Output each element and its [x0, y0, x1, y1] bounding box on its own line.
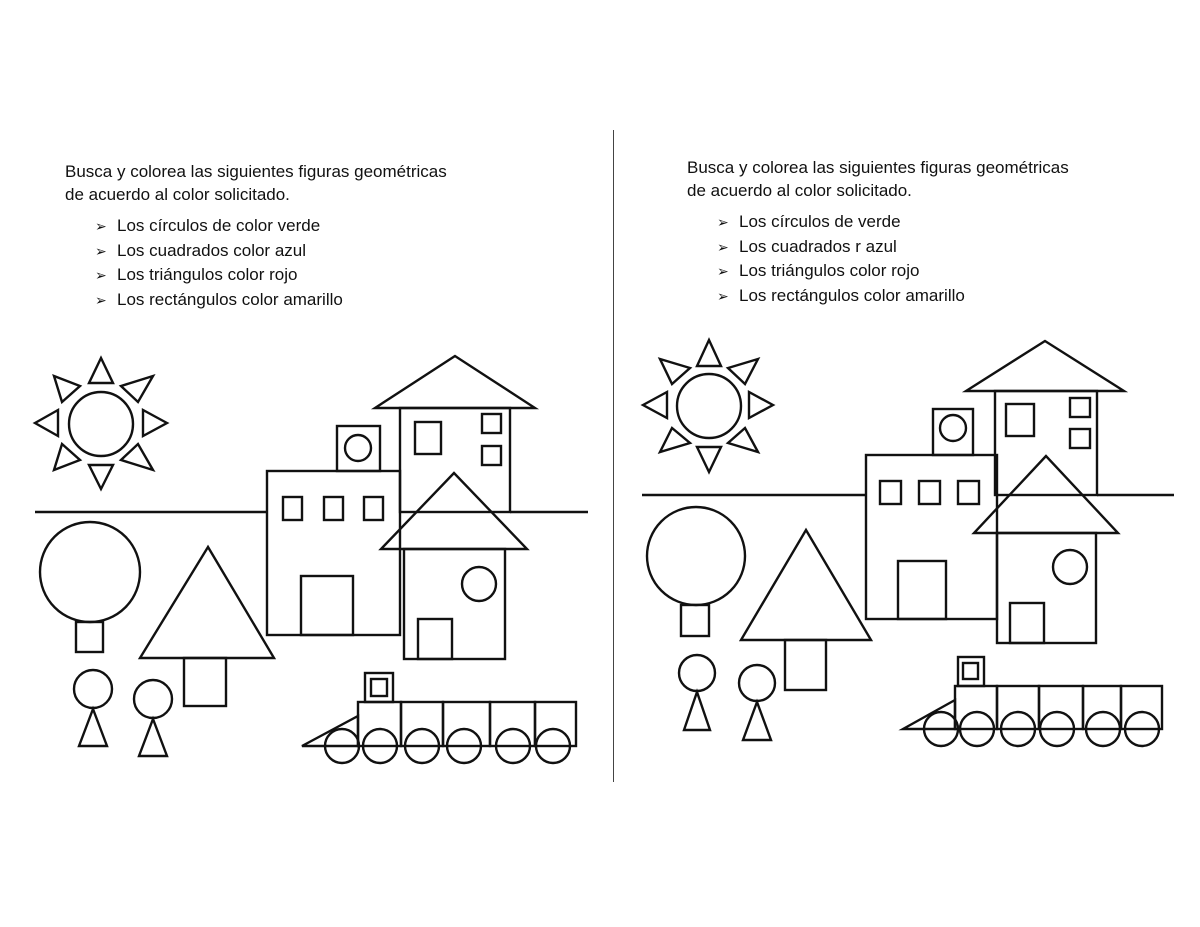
intro-line-1: Busca y colorea las siguientes figuras geométricas	[687, 158, 1069, 177]
train-icon	[903, 657, 1162, 746]
arrowhead-bullet-icon: ➢	[95, 267, 107, 283]
list-item: ➢ Los rectángulos color amarillo	[95, 288, 447, 313]
intro-line-2: de acuerdo al color solicitado.	[65, 185, 290, 204]
arrowhead-bullet-icon: ➢	[717, 287, 729, 304]
list-item: ➢ Los círculos de color verde	[95, 214, 447, 239]
arrowhead-bullet-icon: ➢	[717, 238, 729, 255]
sun-icon	[643, 340, 773, 472]
house-icon	[381, 473, 527, 659]
list-item: ➢ Los rectángulos color amarillo	[717, 284, 1069, 309]
intro-line-2: de acuerdo al color solicitado.	[687, 181, 912, 200]
person-icon	[679, 655, 715, 730]
coloring-scene-right	[620, 0, 1195, 800]
round-tree-icon	[40, 522, 140, 652]
intro-line-1: Busca y colorea las siguientes figuras geométricas	[65, 162, 447, 181]
arrowhead-bullet-icon: ➢	[95, 291, 107, 308]
coloring-scene-left	[0, 0, 610, 800]
sun-icon	[35, 358, 167, 489]
list-item: ➢ Los triángulos color rojo	[95, 263, 447, 288]
list-item: ➢ Los círculos de verde	[717, 210, 1069, 235]
wide-building-icon	[267, 471, 400, 635]
person-icon	[739, 665, 775, 740]
tall-building-icon	[966, 341, 1124, 495]
list-item: ➢ Los cuadrados r azul	[717, 235, 1069, 260]
train-icon	[302, 673, 576, 763]
wide-building-icon	[866, 455, 997, 619]
list-item: ➢ Los triángulos color rojo	[717, 259, 1069, 284]
person-icon	[74, 670, 112, 746]
round-tree-icon	[647, 507, 745, 636]
list-item: ➢ Los cuadrados color azul	[95, 239, 447, 264]
arrowhead-bullet-icon: ➢	[717, 263, 729, 279]
person-icon	[134, 680, 172, 756]
chimney-icon	[933, 409, 973, 455]
page-divider	[613, 130, 614, 782]
tall-building-icon	[375, 356, 535, 512]
arrowhead-bullet-icon: ➢	[95, 218, 107, 234]
arrowhead-bullet-icon: ➢	[717, 214, 729, 230]
chimney-icon	[337, 426, 380, 471]
arrowhead-bullet-icon: ➢	[95, 242, 107, 259]
